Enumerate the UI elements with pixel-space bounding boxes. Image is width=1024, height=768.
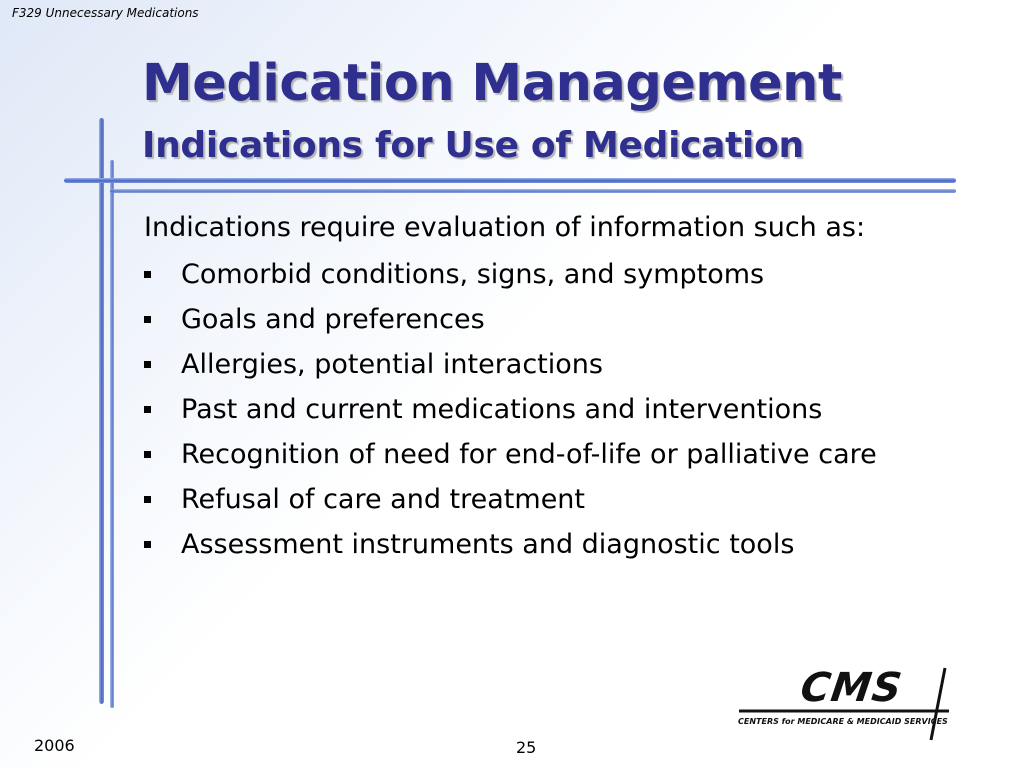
list-item [144, 477, 877, 522]
square-bullet-icon [144, 541, 151, 548]
header-label: F329 Unnecessary Medications [12, 6, 199, 20]
list-item-text: Refusal of care and treatment [181, 484, 585, 515]
page-number: 25 [516, 738, 537, 757]
square-bullet-icon [144, 361, 151, 368]
list-item-text: Comorbid conditions, signs, and symptoms [181, 259, 765, 290]
square-bullet-icon [144, 271, 151, 278]
list-item-text: Allergies, potential interactions [181, 349, 603, 380]
footer-year: 2006 [34, 736, 75, 755]
square-bullet-icon [144, 406, 151, 413]
list-item [144, 252, 877, 297]
vertical-accent-line-secondary [110, 160, 114, 708]
cms-logo-tagline: CENTERS for MEDICARE & MEDICAID SERVICES [738, 717, 948, 726]
list-item [144, 342, 877, 387]
list-item-text: Goals and preferences [181, 304, 485, 335]
vertical-accent-line [99, 118, 104, 704]
square-bullet-icon [144, 496, 151, 503]
list-item-text: Recognition of need for end-of-life or palliative care [181, 439, 877, 470]
list-item-text: Assessment instruments and diagnostic tools [181, 529, 795, 560]
slide-subtitle: Indications for Use of Medication [142, 125, 804, 166]
bullet-list [144, 252, 877, 567]
square-bullet-icon [144, 451, 151, 458]
list-item [144, 387, 877, 432]
square-bullet-icon [144, 316, 151, 323]
horizontal-accent-line-secondary [110, 189, 956, 193]
cms-logo-text: CMS [797, 665, 906, 711]
intro-text: Indications require evaluation of information such as: [144, 212, 866, 243]
list-item-text: Past and current medications and interventions [181, 394, 823, 425]
list-item [144, 522, 877, 567]
slide-title: Medication Management [142, 54, 842, 113]
list-item [144, 432, 877, 477]
horizontal-accent-line [64, 178, 956, 183]
cms-logo [735, 664, 955, 742]
list-item [144, 297, 877, 342]
